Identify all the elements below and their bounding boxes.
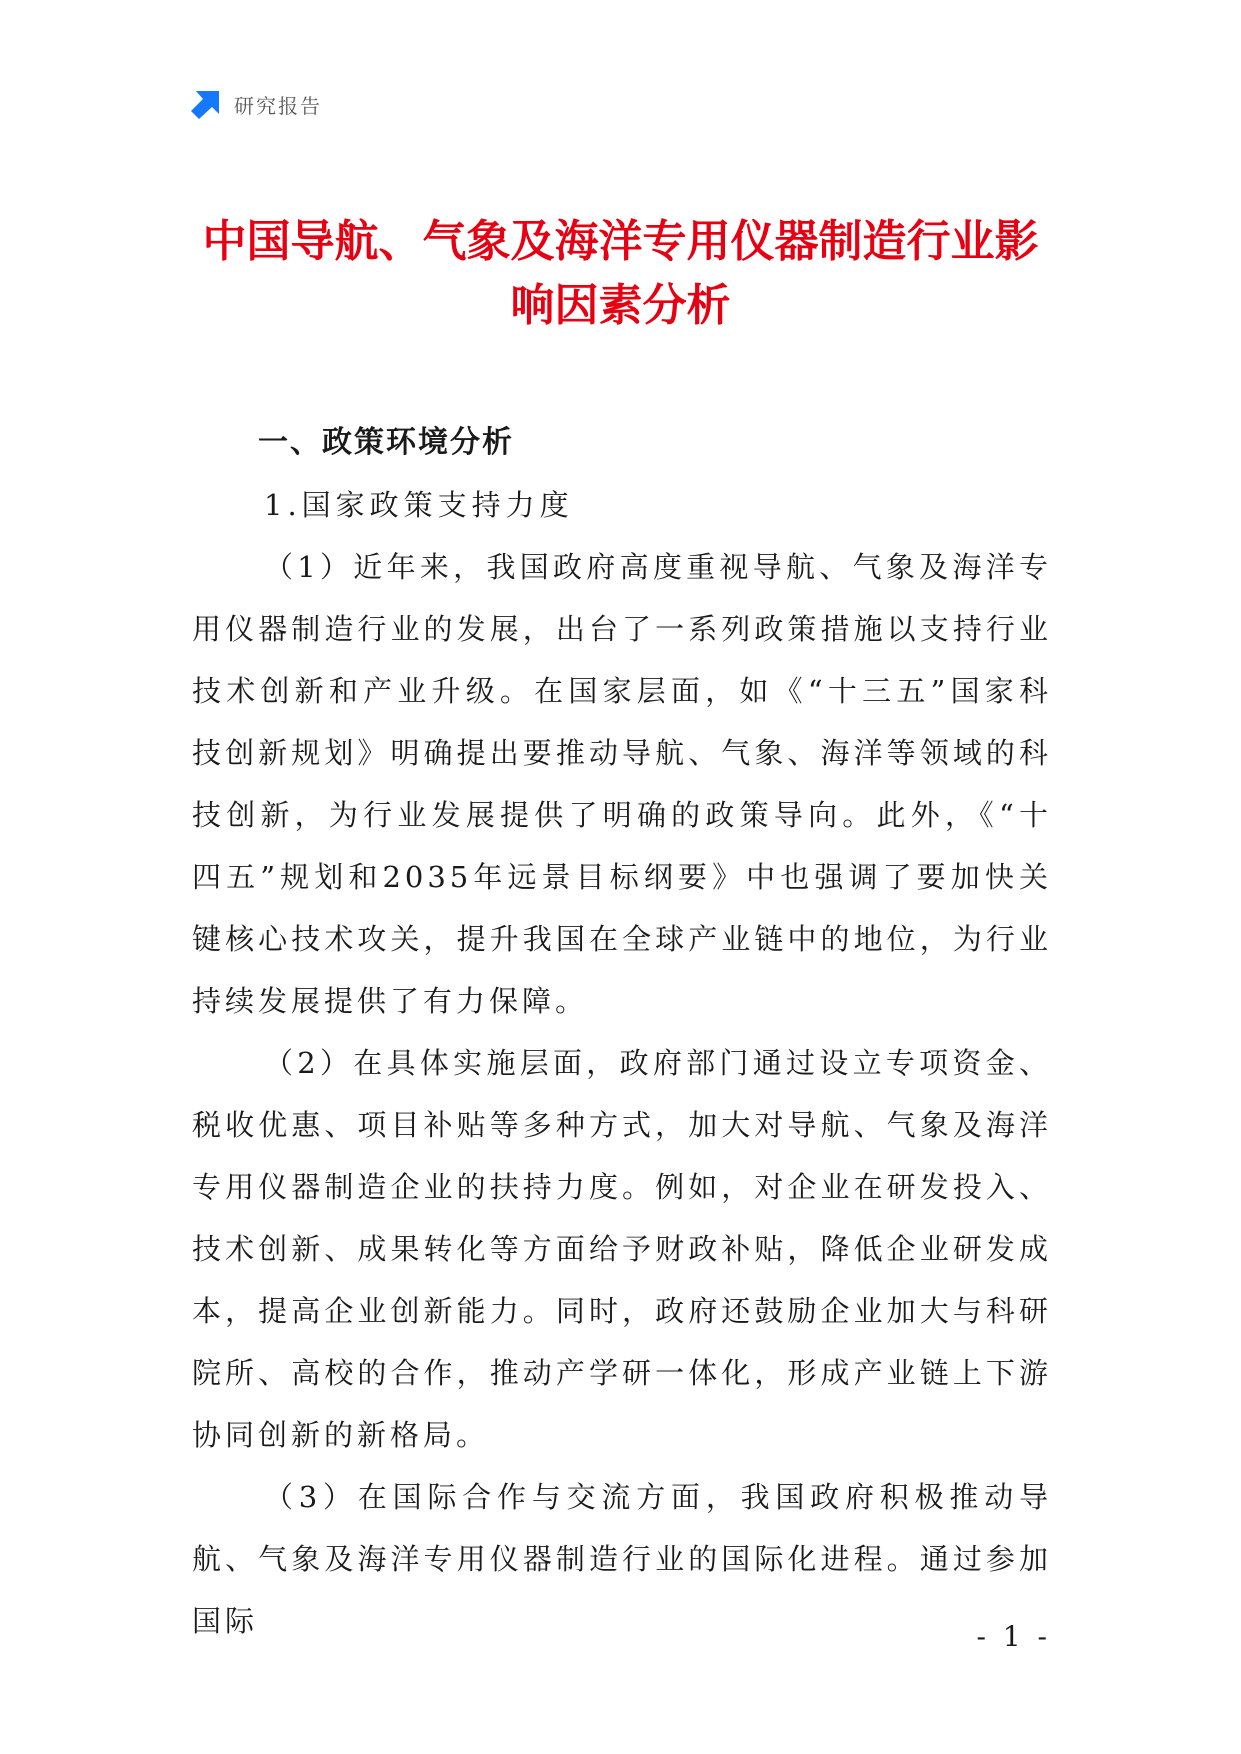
paragraph: （2）在具体实施层面，政府部门通过设立专项资金、税收优惠、项目补贴等多种方式，加大对导航、气象及海洋专用仪器制造企业的扶持力度。例如，对企业在研发投入、技术创新、成果转化等方面给予财政补贴，降低企业研发成本，提高企业创新能力。同时，政府还鼓励企业加大与科研院所、高校的合作，推动产学研一体化，形成产业链上下游协同创新的新格局。 [192,1046,1052,1452]
document-title [150,210,1091,338]
title-line-2: 响因素分析 [510,280,731,331]
header-label: 研究报告 [234,93,322,118]
subsection-heading: 1.国家政策支持力度 [264,488,574,522]
document-body [192,412,1052,1652]
report-header [190,86,322,122]
arrow-up-right-icon [190,88,222,120]
paragraph: （1）近年来，我国政府高度重视导航、气象及海洋专用仪器制造行业的发展，出台了一系列政策措施以支持行业技术创新和产业升级。在国家层面，如《“十三五”国家科技创新规划》明确提出要推动导航、气象、海洋等领域的科技创新，为行业发展提供了明确的政策导向。此外，《“十四五”规划和2035年远景目标纲要》中也强调了要加快关键核心技术攻关，提升我国在全球产业链中的地位，为行业持续发展提供了有力保障。 [192,550,1052,1018]
paragraph: （3）在国际合作与交流方面，我国政府积极推动导航、气象及海洋专用仪器制造行业的国际化进程。通过参加国际 [192,1480,1052,1638]
page-number: - 1 - [976,1620,1051,1653]
section-heading: 一、政策环境分析 [258,425,514,460]
title-line-1: 中国导航、气象及海洋专用仪器制造行业影 [202,216,1039,267]
